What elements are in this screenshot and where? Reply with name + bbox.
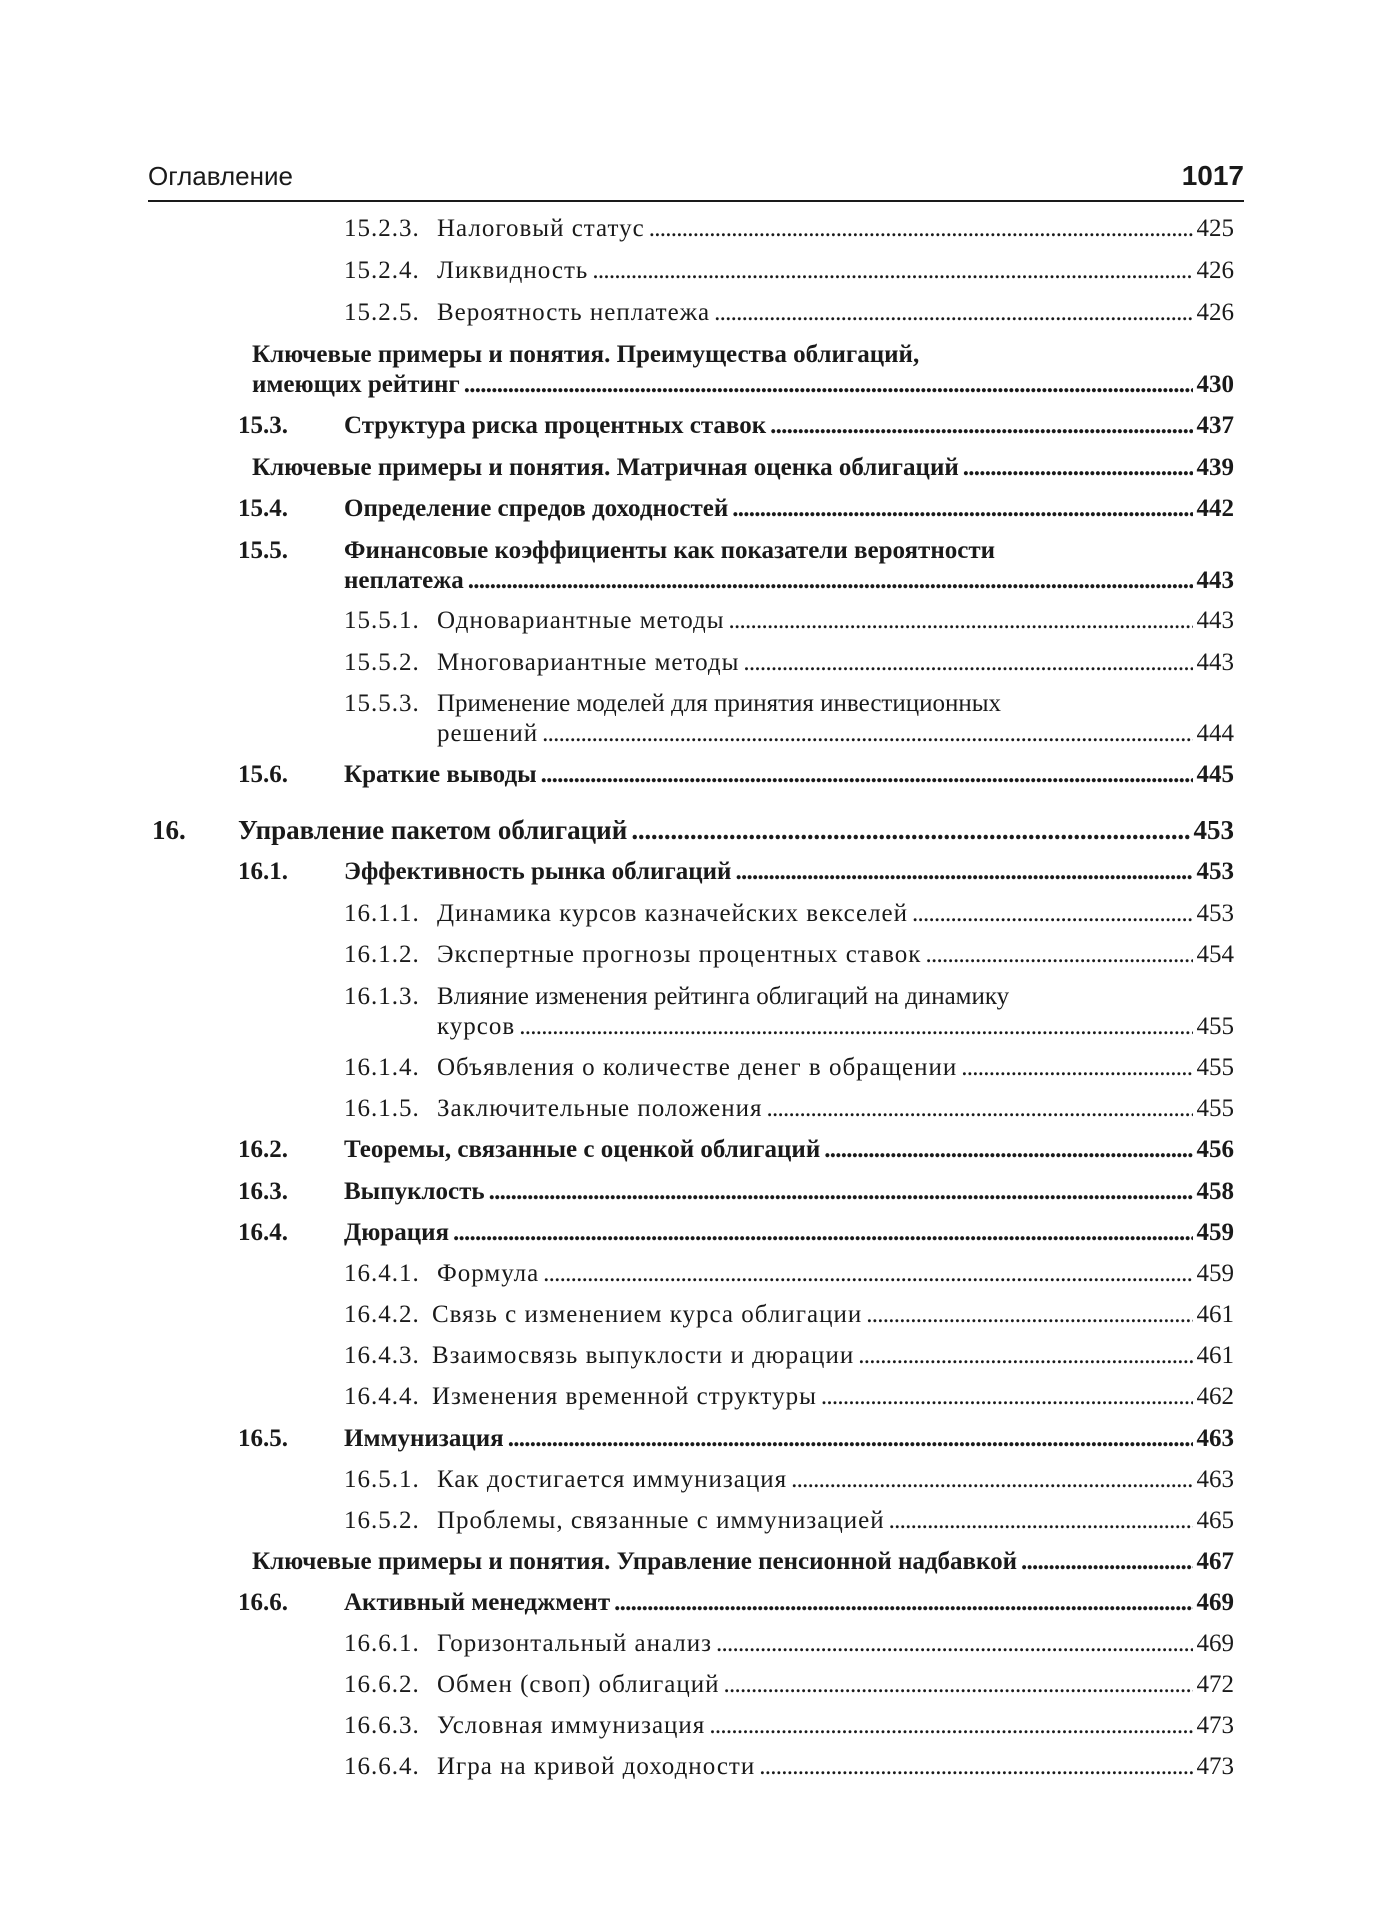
entry-page: 461	[1196, 1342, 1234, 1369]
entry-title: Изменения временной структуры	[432, 1383, 817, 1410]
entry-title: Теоремы, связанные с оценкой облигаций	[344, 1136, 821, 1163]
entry-page: 465	[1196, 1507, 1234, 1534]
entry-page: 455	[1196, 1095, 1234, 1122]
dot-leader	[541, 760, 1193, 790]
entry-page: 442	[1196, 495, 1234, 522]
entry-number: 16.1.1.	[344, 900, 420, 927]
dot-leader	[743, 648, 1192, 678]
entry-title-line2: имеющих рейтинг	[252, 371, 460, 398]
dot-leader	[724, 1670, 1193, 1700]
entry-title: Как достигается иммунизация	[437, 1466, 788, 1493]
entry-number: 16.4.3.	[344, 1342, 420, 1369]
entry-page: 459	[1196, 1260, 1234, 1287]
dot-leader	[542, 719, 1192, 749]
dot-leader	[791, 1465, 1192, 1495]
entry-title: Многовариантные методы	[437, 649, 740, 676]
entry-number: 16.5.2.	[344, 1507, 420, 1534]
running-title: Оглавление	[148, 161, 293, 191]
entry-title: Условная иммунизация	[437, 1712, 706, 1739]
dot-leader	[821, 1382, 1193, 1412]
entry-page: 462	[1196, 1383, 1234, 1410]
entry-title: Экспертные прогнозы процентных ставок	[437, 941, 922, 968]
dot-leader	[453, 1218, 1192, 1248]
entry-title: Заключительные положения	[437, 1095, 763, 1122]
dot-leader	[716, 1629, 1193, 1659]
entry-page: 473	[1196, 1712, 1234, 1739]
entry-title: Ключевые примеры и понятия. Управление пенсионной надбавкой	[252, 1548, 1018, 1575]
entry-title: Одновариантные методы	[437, 607, 725, 634]
entry-title-line2: курсов	[437, 1013, 516, 1040]
entry-title: Определение спредов доходностей	[344, 495, 729, 522]
entry-title: Динамика курсов казначейских векселей	[437, 900, 909, 927]
entry-title: Структура риска процентных ставок	[344, 412, 767, 439]
entry-title: Обмен (своп) облигаций	[437, 1671, 720, 1698]
entry-page: 443	[1196, 607, 1234, 634]
dot-leader	[889, 1506, 1193, 1536]
entry-number: 15.4.	[238, 495, 288, 522]
entry-number: 16.4.4.	[344, 1383, 420, 1410]
entry-title: Вероятность неплатежа	[437, 299, 711, 326]
dot-leader	[729, 606, 1193, 636]
entry-page: 455	[1196, 1054, 1234, 1081]
entry-number: 15.5.1.	[344, 607, 420, 634]
entry-page: 443	[1196, 649, 1234, 676]
entry-page: 444	[1196, 720, 1234, 747]
entry-page: 469	[1196, 1630, 1234, 1657]
entry-number: 16.5.	[238, 1425, 288, 1452]
dot-leader	[709, 1711, 1192, 1741]
dot-leader	[508, 1424, 1193, 1454]
entry-number: 16.6.2.	[344, 1671, 420, 1698]
entry-number: 16.6.3.	[344, 1712, 420, 1739]
entry-title-line1: Финансовые коэффициенты как показатели вероятности	[344, 537, 996, 564]
entry-number: 15.6.	[238, 761, 288, 788]
dot-leader	[767, 1094, 1193, 1124]
entry-page: 459	[1196, 1219, 1234, 1246]
dot-leader	[770, 411, 1192, 441]
entry-title: Налоговый статус	[437, 215, 645, 242]
entry-number: 15.5.3.	[344, 690, 420, 717]
entry-number: 16.5.1.	[344, 1466, 420, 1493]
dot-leader	[649, 214, 1193, 244]
entry-page: 461	[1196, 1301, 1234, 1328]
dot-leader	[963, 453, 1193, 483]
entry-page: 425	[1196, 215, 1234, 242]
dot-leader	[925, 940, 1192, 970]
entry-title: Проблемы, связанные с иммунизацией	[437, 1507, 885, 1534]
entry-page: 469	[1196, 1589, 1234, 1616]
entry-number: 16.3.	[238, 1178, 288, 1205]
entry-number: 16.4.2.	[344, 1301, 420, 1328]
entry-title-line1: Применение моделей для принятия инвестиционных	[437, 690, 1002, 717]
entry-title: Объявления о количестве денег в обращении	[437, 1054, 958, 1081]
entry-title: Активный менеджмент	[344, 1589, 611, 1616]
entry-page: 437	[1196, 412, 1234, 439]
dot-leader	[1021, 1547, 1192, 1577]
dot-leader	[759, 1752, 1192, 1782]
entry-title: Выпуклость	[344, 1178, 485, 1205]
dot-leader	[735, 857, 1192, 887]
entry-page: 458	[1196, 1178, 1234, 1205]
entry-number: 16.1.5.	[344, 1095, 420, 1122]
dot-leader	[592, 256, 1192, 286]
entry-page: 453	[1196, 900, 1234, 927]
entry-page: 426	[1196, 299, 1234, 326]
entry-title: Игра на кривой доходности	[437, 1753, 756, 1780]
entry-title: Взаимосвязь выпуклости и дюрации	[432, 1342, 855, 1369]
entry-page: 430	[1196, 371, 1234, 398]
entry-number: 15.2.4.	[344, 257, 420, 284]
entry-page: 467	[1196, 1548, 1234, 1575]
dot-leader	[614, 1588, 1192, 1618]
entry-page: 456	[1196, 1136, 1234, 1163]
entry-page: 426	[1196, 257, 1234, 284]
entry-number: 15.2.3.	[344, 215, 420, 242]
dot-leader	[468, 566, 1193, 596]
entry-page: 472	[1196, 1671, 1234, 1698]
dot-leader	[519, 1012, 1192, 1042]
entry-number: 16.2.	[238, 1136, 288, 1163]
running-header	[148, 150, 1244, 202]
entry-title-line2: неплатежа	[344, 567, 464, 594]
page-number: 1017	[1181, 160, 1244, 191]
dot-leader	[489, 1177, 1193, 1207]
entry-number: 16.4.1.	[344, 1260, 420, 1287]
entry-title: Формула	[437, 1260, 540, 1287]
dot-leader	[714, 298, 1192, 328]
entry-title: Связь с изменением курса облигации	[432, 1301, 863, 1328]
dot-leader	[858, 1341, 1192, 1371]
entry-title: Краткие выводы	[344, 761, 537, 788]
chapter-number: 16.	[152, 815, 186, 845]
entry-page: 463	[1196, 1425, 1234, 1452]
entry-number: 16.1.4.	[344, 1054, 420, 1081]
dot-leader	[912, 899, 1192, 929]
entry-title: Дюрация	[344, 1219, 450, 1246]
entry-number: 16.1.2.	[344, 941, 420, 968]
entry-title-line2: решений	[437, 720, 539, 747]
dot-leader	[961, 1053, 1192, 1083]
chapter-title: Управление пакетом облигаций	[238, 815, 628, 845]
dot-leader	[631, 815, 1189, 845]
dot-leader	[464, 370, 1193, 400]
entry-page: 443	[1196, 567, 1234, 594]
entry-title: Эффективность рынка облигаций	[344, 858, 732, 885]
entry-title: Ликвидность	[437, 257, 589, 284]
entry-number: 15.3.	[238, 412, 288, 439]
entry-number: 16.6.1.	[344, 1630, 420, 1657]
entry-number: 15.5.2.	[344, 649, 420, 676]
entry-title-line1: Ключевые примеры и понятия. Преимущества облигаций,	[252, 341, 920, 368]
entry-page: 454	[1196, 941, 1234, 968]
entry-title-line1: Влияние изменения рейтинга облигаций на динамику	[437, 983, 1010, 1010]
entry-page: 473	[1196, 1753, 1234, 1780]
entry-number: 15.5.	[238, 537, 288, 564]
entry-page: 453	[1196, 858, 1234, 885]
entry-page: 455	[1196, 1013, 1234, 1040]
entry-number: 16.6.	[238, 1589, 288, 1616]
dot-leader	[866, 1300, 1192, 1330]
entry-page: 439	[1196, 454, 1234, 481]
entry-number: 16.6.4.	[344, 1753, 420, 1780]
entry-title: Горизонтальный анализ	[437, 1630, 712, 1657]
entry-number: 16.1.	[238, 858, 288, 885]
entry-number: 16.4.	[238, 1219, 288, 1246]
entry-title: Иммунизация	[344, 1425, 504, 1452]
entry-page: 453	[1193, 815, 1234, 845]
dot-leader	[543, 1259, 1192, 1289]
entry-page: 463	[1196, 1466, 1234, 1493]
entry-page: 445	[1196, 761, 1234, 788]
entry-title: Ключевые примеры и понятия. Матричная оценка облигаций	[252, 454, 959, 481]
entry-number: 15.2.5.	[344, 299, 420, 326]
dot-leader	[824, 1135, 1192, 1165]
dot-leader	[732, 494, 1192, 524]
entry-number: 16.1.3.	[344, 983, 420, 1010]
